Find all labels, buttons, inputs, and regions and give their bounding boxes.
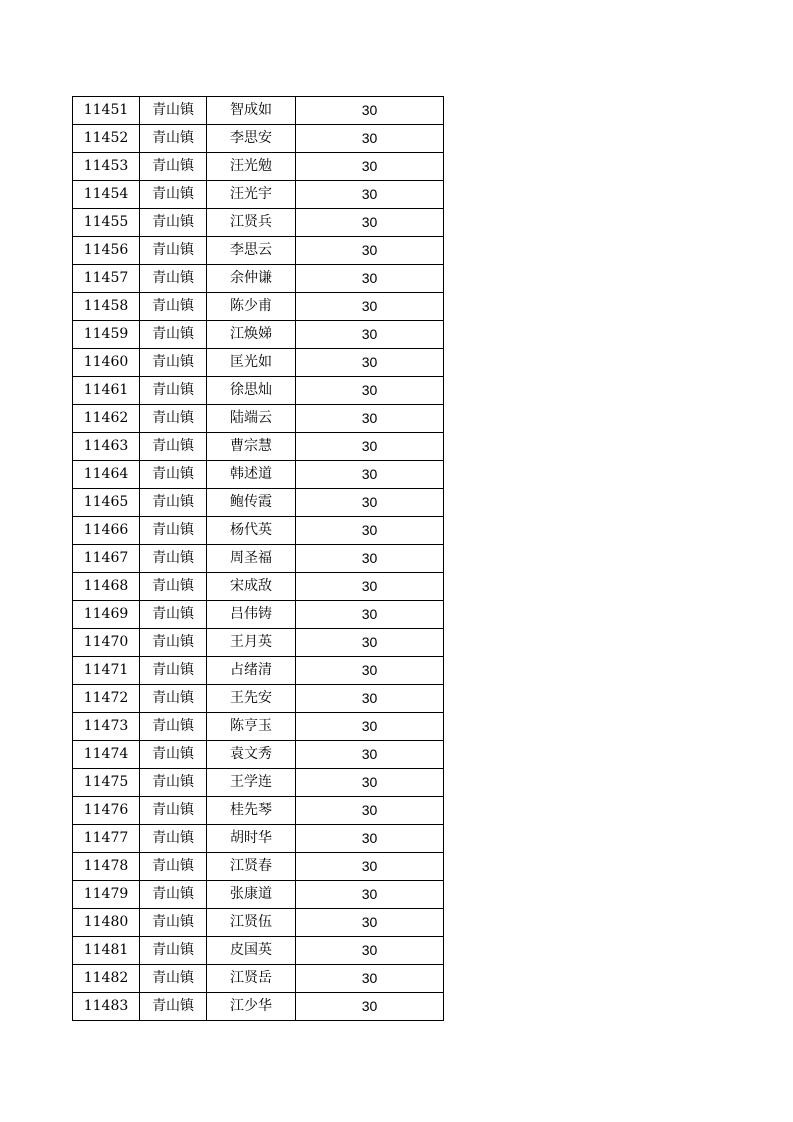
town-cell: 青山镇 (140, 181, 207, 209)
record-id-cell: 11455 (73, 209, 140, 237)
amount-cell: 30 (296, 965, 444, 993)
amount-cell: 30 (296, 181, 444, 209)
record-id-cell: 11476 (73, 797, 140, 825)
person-name-cell: 江焕娣 (207, 321, 296, 349)
table-row (73, 433, 444, 461)
table-row (73, 629, 444, 657)
town-cell: 青山镇 (140, 713, 207, 741)
town-cell: 青山镇 (140, 601, 207, 629)
table-row (73, 713, 444, 741)
amount-cell: 30 (296, 937, 444, 965)
person-name-cell: 皮国英 (207, 937, 296, 965)
person-name-cell: 徐思灿 (207, 377, 296, 405)
table-row (73, 909, 444, 937)
person-name-cell: 王学连 (207, 769, 296, 797)
table-row (73, 125, 444, 153)
amount-cell: 30 (296, 265, 444, 293)
amount-cell: 30 (296, 405, 444, 433)
town-cell: 青山镇 (140, 741, 207, 769)
person-name-cell: 袁文秀 (207, 741, 296, 769)
person-name-cell: 江贤岳 (207, 965, 296, 993)
table-row (73, 937, 444, 965)
amount-cell: 30 (296, 601, 444, 629)
table-row (73, 853, 444, 881)
record-id-cell: 11468 (73, 573, 140, 601)
table-row (73, 517, 444, 545)
table-row (73, 741, 444, 769)
town-cell: 青山镇 (140, 853, 207, 881)
amount-cell: 30 (296, 573, 444, 601)
record-id-cell: 11479 (73, 881, 140, 909)
table-row (73, 461, 444, 489)
amount-cell: 30 (296, 769, 444, 797)
town-cell: 青山镇 (140, 769, 207, 797)
person-name-cell: 汪光宇 (207, 181, 296, 209)
amount-cell: 30 (296, 545, 444, 573)
person-name-cell: 陈少甫 (207, 293, 296, 321)
person-name-cell: 曹宗慧 (207, 433, 296, 461)
record-id-cell: 11477 (73, 825, 140, 853)
table-row (73, 209, 444, 237)
record-id-cell: 11461 (73, 377, 140, 405)
table-row (73, 405, 444, 433)
amount-cell: 30 (296, 881, 444, 909)
record-id-cell: 11459 (73, 321, 140, 349)
record-id-cell: 11478 (73, 853, 140, 881)
record-id-cell: 11458 (73, 293, 140, 321)
record-id-cell: 11454 (73, 181, 140, 209)
town-cell: 青山镇 (140, 97, 207, 125)
amount-cell: 30 (296, 293, 444, 321)
record-id-cell: 11480 (73, 909, 140, 937)
amount-cell: 30 (296, 209, 444, 237)
person-name-cell: 鲍传霞 (207, 489, 296, 517)
record-id-cell: 11462 (73, 405, 140, 433)
amount-cell: 30 (296, 125, 444, 153)
table-row (73, 97, 444, 125)
town-cell: 青山镇 (140, 965, 207, 993)
table-row (73, 797, 444, 825)
table-row (73, 349, 444, 377)
person-name-cell: 李思云 (207, 237, 296, 265)
town-cell: 青山镇 (140, 293, 207, 321)
town-cell: 青山镇 (140, 517, 207, 545)
record-id-cell: 11464 (73, 461, 140, 489)
amount-cell: 30 (296, 909, 444, 937)
record-id-cell: 11481 (73, 937, 140, 965)
person-name-cell: 陈亨玉 (207, 713, 296, 741)
record-id-cell: 11451 (73, 97, 140, 125)
record-id-cell: 11466 (73, 517, 140, 545)
town-cell: 青山镇 (140, 797, 207, 825)
table-row (73, 965, 444, 993)
table-row (73, 993, 444, 1021)
amount-cell: 30 (296, 237, 444, 265)
town-cell: 青山镇 (140, 321, 207, 349)
person-name-cell: 桂先琴 (207, 797, 296, 825)
amount-cell: 30 (296, 657, 444, 685)
person-name-cell: 匡光如 (207, 349, 296, 377)
record-id-cell: 11475 (73, 769, 140, 797)
amount-cell: 30 (296, 321, 444, 349)
town-cell: 青山镇 (140, 125, 207, 153)
table-row (73, 377, 444, 405)
town-cell: 青山镇 (140, 349, 207, 377)
person-name-cell: 韩述道 (207, 461, 296, 489)
person-name-cell: 江贤兵 (207, 209, 296, 237)
table-row (73, 181, 444, 209)
person-name-cell: 江贤伍 (207, 909, 296, 937)
record-id-cell: 11467 (73, 545, 140, 573)
person-name-cell: 李思安 (207, 125, 296, 153)
person-name-cell: 杨代英 (207, 517, 296, 545)
table-row (73, 685, 444, 713)
amount-cell: 30 (296, 377, 444, 405)
person-name-cell: 余仲谦 (207, 265, 296, 293)
amount-cell: 30 (296, 461, 444, 489)
person-name-cell: 宋成敌 (207, 573, 296, 601)
town-cell: 青山镇 (140, 265, 207, 293)
town-cell: 青山镇 (140, 153, 207, 181)
person-name-cell: 张康道 (207, 881, 296, 909)
person-name-cell: 陆端云 (207, 405, 296, 433)
town-cell: 青山镇 (140, 573, 207, 601)
table-row (73, 293, 444, 321)
person-name-cell: 吕伟铸 (207, 601, 296, 629)
table-row (73, 825, 444, 853)
table-row (73, 237, 444, 265)
amount-cell: 30 (296, 433, 444, 461)
town-cell: 青山镇 (140, 209, 207, 237)
table-row (73, 769, 444, 797)
table-row (73, 153, 444, 181)
town-cell: 青山镇 (140, 433, 207, 461)
table-row (73, 657, 444, 685)
amount-cell: 30 (296, 629, 444, 657)
amount-cell: 30 (296, 517, 444, 545)
record-id-cell: 11463 (73, 433, 140, 461)
amount-cell: 30 (296, 713, 444, 741)
town-cell: 青山镇 (140, 993, 207, 1021)
town-cell: 青山镇 (140, 237, 207, 265)
record-id-cell: 11483 (73, 993, 140, 1021)
amount-cell: 30 (296, 993, 444, 1021)
town-cell: 青山镇 (140, 909, 207, 937)
amount-cell: 30 (296, 349, 444, 377)
amount-cell: 30 (296, 97, 444, 125)
amount-cell: 30 (296, 797, 444, 825)
record-id-cell: 11456 (73, 237, 140, 265)
record-id-cell: 11482 (73, 965, 140, 993)
record-id-cell: 11457 (73, 265, 140, 293)
town-cell: 青山镇 (140, 489, 207, 517)
table-row (73, 601, 444, 629)
town-cell: 青山镇 (140, 881, 207, 909)
person-name-cell: 智成如 (207, 97, 296, 125)
town-cell: 青山镇 (140, 377, 207, 405)
record-id-cell: 11473 (73, 713, 140, 741)
table-row (73, 321, 444, 349)
roster-table (72, 96, 444, 1021)
table-row (73, 573, 444, 601)
person-name-cell: 王月英 (207, 629, 296, 657)
record-id-cell: 11453 (73, 153, 140, 181)
person-name-cell: 胡时华 (207, 825, 296, 853)
amount-cell: 30 (296, 741, 444, 769)
amount-cell: 30 (296, 825, 444, 853)
person-name-cell: 汪光勉 (207, 153, 296, 181)
record-id-cell: 11472 (73, 685, 140, 713)
amount-cell: 30 (296, 153, 444, 181)
record-id-cell: 11471 (73, 657, 140, 685)
table-row (73, 881, 444, 909)
person-name-cell: 江贤春 (207, 853, 296, 881)
person-name-cell: 占绪清 (207, 657, 296, 685)
town-cell: 青山镇 (140, 545, 207, 573)
amount-cell: 30 (296, 853, 444, 881)
record-id-cell: 11452 (73, 125, 140, 153)
amount-cell: 30 (296, 489, 444, 517)
table-row (73, 265, 444, 293)
town-cell: 青山镇 (140, 825, 207, 853)
table-row (73, 489, 444, 517)
town-cell: 青山镇 (140, 657, 207, 685)
person-name-cell: 江少华 (207, 993, 296, 1021)
person-name-cell: 周圣福 (207, 545, 296, 573)
amount-cell: 30 (296, 685, 444, 713)
record-id-cell: 11469 (73, 601, 140, 629)
record-id-cell: 11470 (73, 629, 140, 657)
record-id-cell: 11474 (73, 741, 140, 769)
roster-table-body (73, 97, 444, 1021)
record-id-cell: 11460 (73, 349, 140, 377)
town-cell: 青山镇 (140, 629, 207, 657)
town-cell: 青山镇 (140, 405, 207, 433)
town-cell: 青山镇 (140, 937, 207, 965)
person-name-cell: 王先安 (207, 685, 296, 713)
record-id-cell: 11465 (73, 489, 140, 517)
town-cell: 青山镇 (140, 461, 207, 489)
table-row (73, 545, 444, 573)
town-cell: 青山镇 (140, 685, 207, 713)
